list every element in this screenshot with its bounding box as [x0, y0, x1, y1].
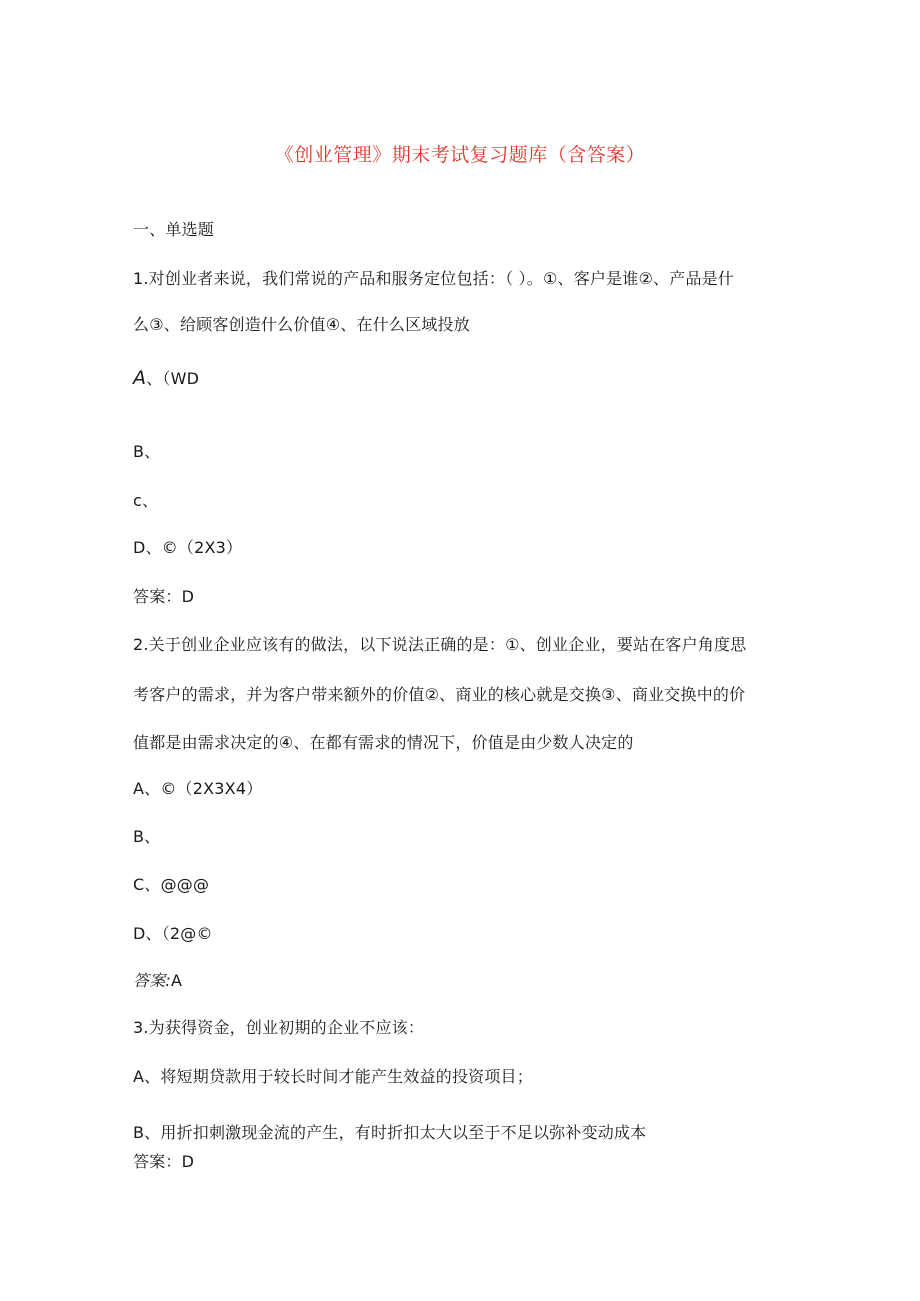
q2-answer-label: 答案:: [133, 971, 171, 990]
q2-stem-line3: 值都是由需求决定的④、在都有需求的情况下，价值是由少数人决定的: [133, 733, 634, 752]
q2-option-b: B、: [133, 827, 161, 846]
q2-option-c: C、@@@: [133, 875, 210, 894]
q2-option-a: A、©（2X3X4）: [133, 779, 263, 798]
q2-option-d: D、（2@©: [133, 924, 213, 943]
q2-answer-value: A: [171, 971, 183, 990]
q2-stem-line2: 考客户的需求，并为客户带来额外的价值②、商业的核心就是交换③、商业交换中的价: [133, 685, 746, 704]
q1-answer: 答案：D: [133, 587, 195, 606]
q3-option-b: B、用折扣刺激现金流的产生，有时折扣太大以至于不足以弥补变动成本: [133, 1123, 647, 1142]
q1-option-b: B、: [133, 442, 161, 461]
section-heading: 一、单选题: [133, 220, 215, 239]
q1-option-a-letter: A: [133, 367, 147, 389]
q2-stem-line1: 2.关于创业企业应该有的做法，以下说法正确的是：①、创业企业，要站在客户角度思: [133, 635, 747, 654]
q1-stem-line1: 1.对创业者来说，我们常说的产品和服务定位包括：（ ）。①、客户是谁②、产品是什: [133, 269, 735, 288]
q1-option-a-text: 、（WD: [146, 369, 200, 388]
document-title: 《创业管理》期末考试复习题库（含答案）: [274, 144, 646, 166]
q1-stem-line2: 么③、给顾客创造什么价值④、在什么区域投放: [133, 315, 470, 334]
q2-answer: [133, 971, 182, 991]
q1-option-d: D、©（2X3）: [133, 538, 243, 557]
q3-answer: 答案：D: [133, 1152, 195, 1171]
q3-option-a: A、将短期贷款用于较长时间才能产生效益的投资项目；: [133, 1067, 533, 1086]
q1-option-c: c、: [133, 491, 159, 510]
q3-stem: 3.为获得资金，创业初期的企业不应该：: [133, 1018, 425, 1037]
q1-option-a: [133, 368, 199, 389]
